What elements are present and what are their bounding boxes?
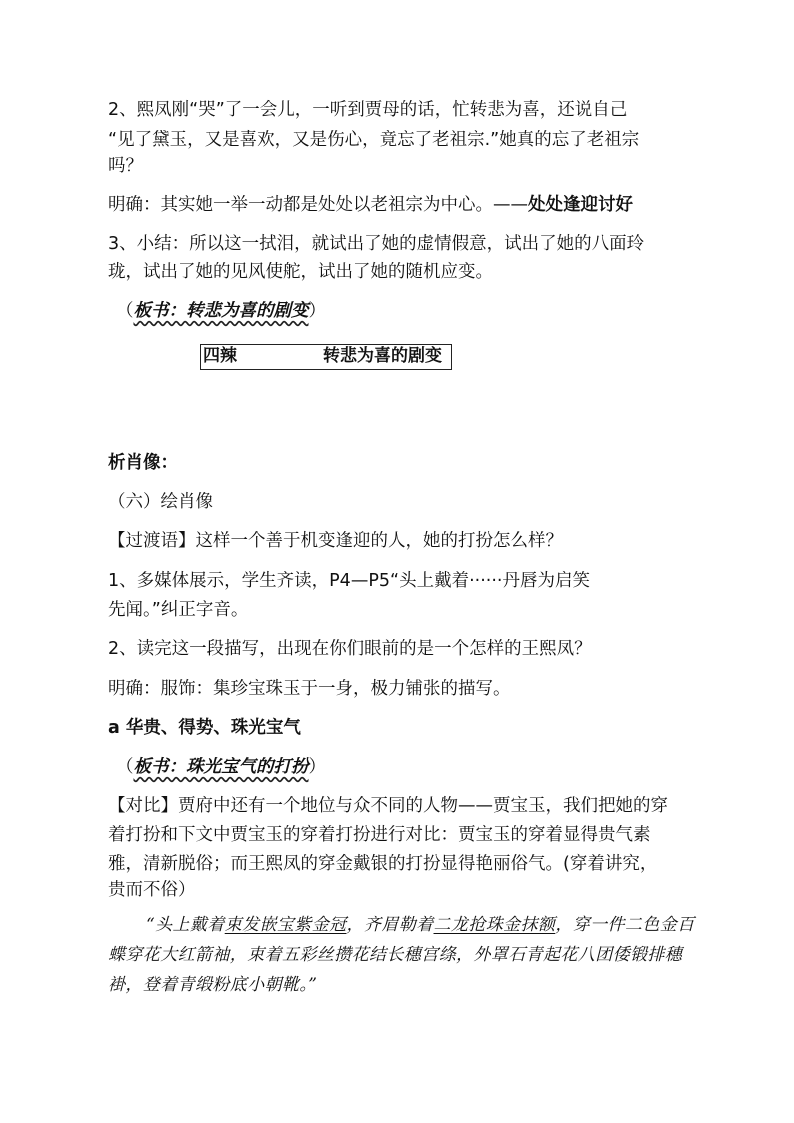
paragraph-line: 先闻。”纠正字音。 [108,600,249,620]
underlined-phrase: 二龙抢珠金抹额 [433,915,556,935]
comparison-line: 【对比】贾府中还有一个地位与众不同的人物——贾宝玉，我们把她的穿 [108,796,668,816]
comparison-line: 着打扮和下文中贾宝玉的穿着打扮进行对比：贾宝玉的穿着显得贵气素 [108,825,651,845]
comparison-line: 雅，清新脱俗；而王熙凤的穿金戴银的打扮显得艳丽俗气。(穿着讲究， [108,854,658,874]
summary-line: 3、小结：所以这一拭泪，就试出了她的虚情假意，试出了她的八面玲 [108,234,645,254]
emphasis-line: a 华贵、得势、珠光宝气 [108,718,301,738]
box-cell-value: 转悲为喜的剧变 [323,346,442,366]
clarification-text: 明确：其实她一举一动都是处处以老祖宗为中心。—— [108,195,528,215]
transition-line: 【过渡语】这样一个善于机变逢迎的人，她的打扮怎么样？ [108,531,563,551]
board-note: （板书：转悲为喜的剧变） [116,301,326,321]
summary-line: 珑，试出了她的见风使舵，试出了她的随机应变。 [108,262,493,282]
clarification-line: 明确：服饰：集珍宝珠玉于一身，极力铺张的描写。 [108,679,511,699]
paragraph-line: 2、熙凤刚“哭”了一会儿，一听到贾母的话，忙转悲为喜，还说自己 [108,100,628,120]
board-note-text: 板书：转悲为喜的剧变 [133,301,309,321]
section-heading: 析肖像： [108,453,178,473]
box-cell-label: 四辣 [203,346,237,366]
board-note: （板书：珠光宝气的打扮） [116,757,326,777]
paragraph-line: 2、读完这一段描写，出现在你们眼前的是一个怎样的王熙凤？ [108,639,592,659]
board-note-text: 板书：珠光宝气的打扮 [133,757,309,777]
clarification-emphasis: 处处逢迎讨好 [528,195,633,215]
comparison-line: 贵而不俗） [108,880,196,900]
paragraph-line: “见了黛玉，又是喜欢，又是伤心，竟忘了老祖宗.”她真的忘了老祖宗 [108,130,640,150]
paragraph-line: 吗？ [108,156,143,176]
subsection-title: （六）绘肖像 [108,492,213,512]
board-summary-box [200,344,452,370]
clarification-line [108,192,633,218]
paragraph-line: 1、多媒体展示，学生齐读，P4—P5“头上戴着······丹唇为启笑 [108,571,590,591]
underlined-phrase: 束发嵌宝紫金冠 [224,915,347,935]
quoted-passage: “头上戴着束发嵌宝紫金冠，齐眉勒着二龙抢珠金抹额，穿一件二色金百蝶穿花大红箭袖，束着五彩丝攒花结长穗宫绦，外罩石青起花八团倭锻排穗褂，登着青缎粉底小朝靴。” [108,915,695,995]
